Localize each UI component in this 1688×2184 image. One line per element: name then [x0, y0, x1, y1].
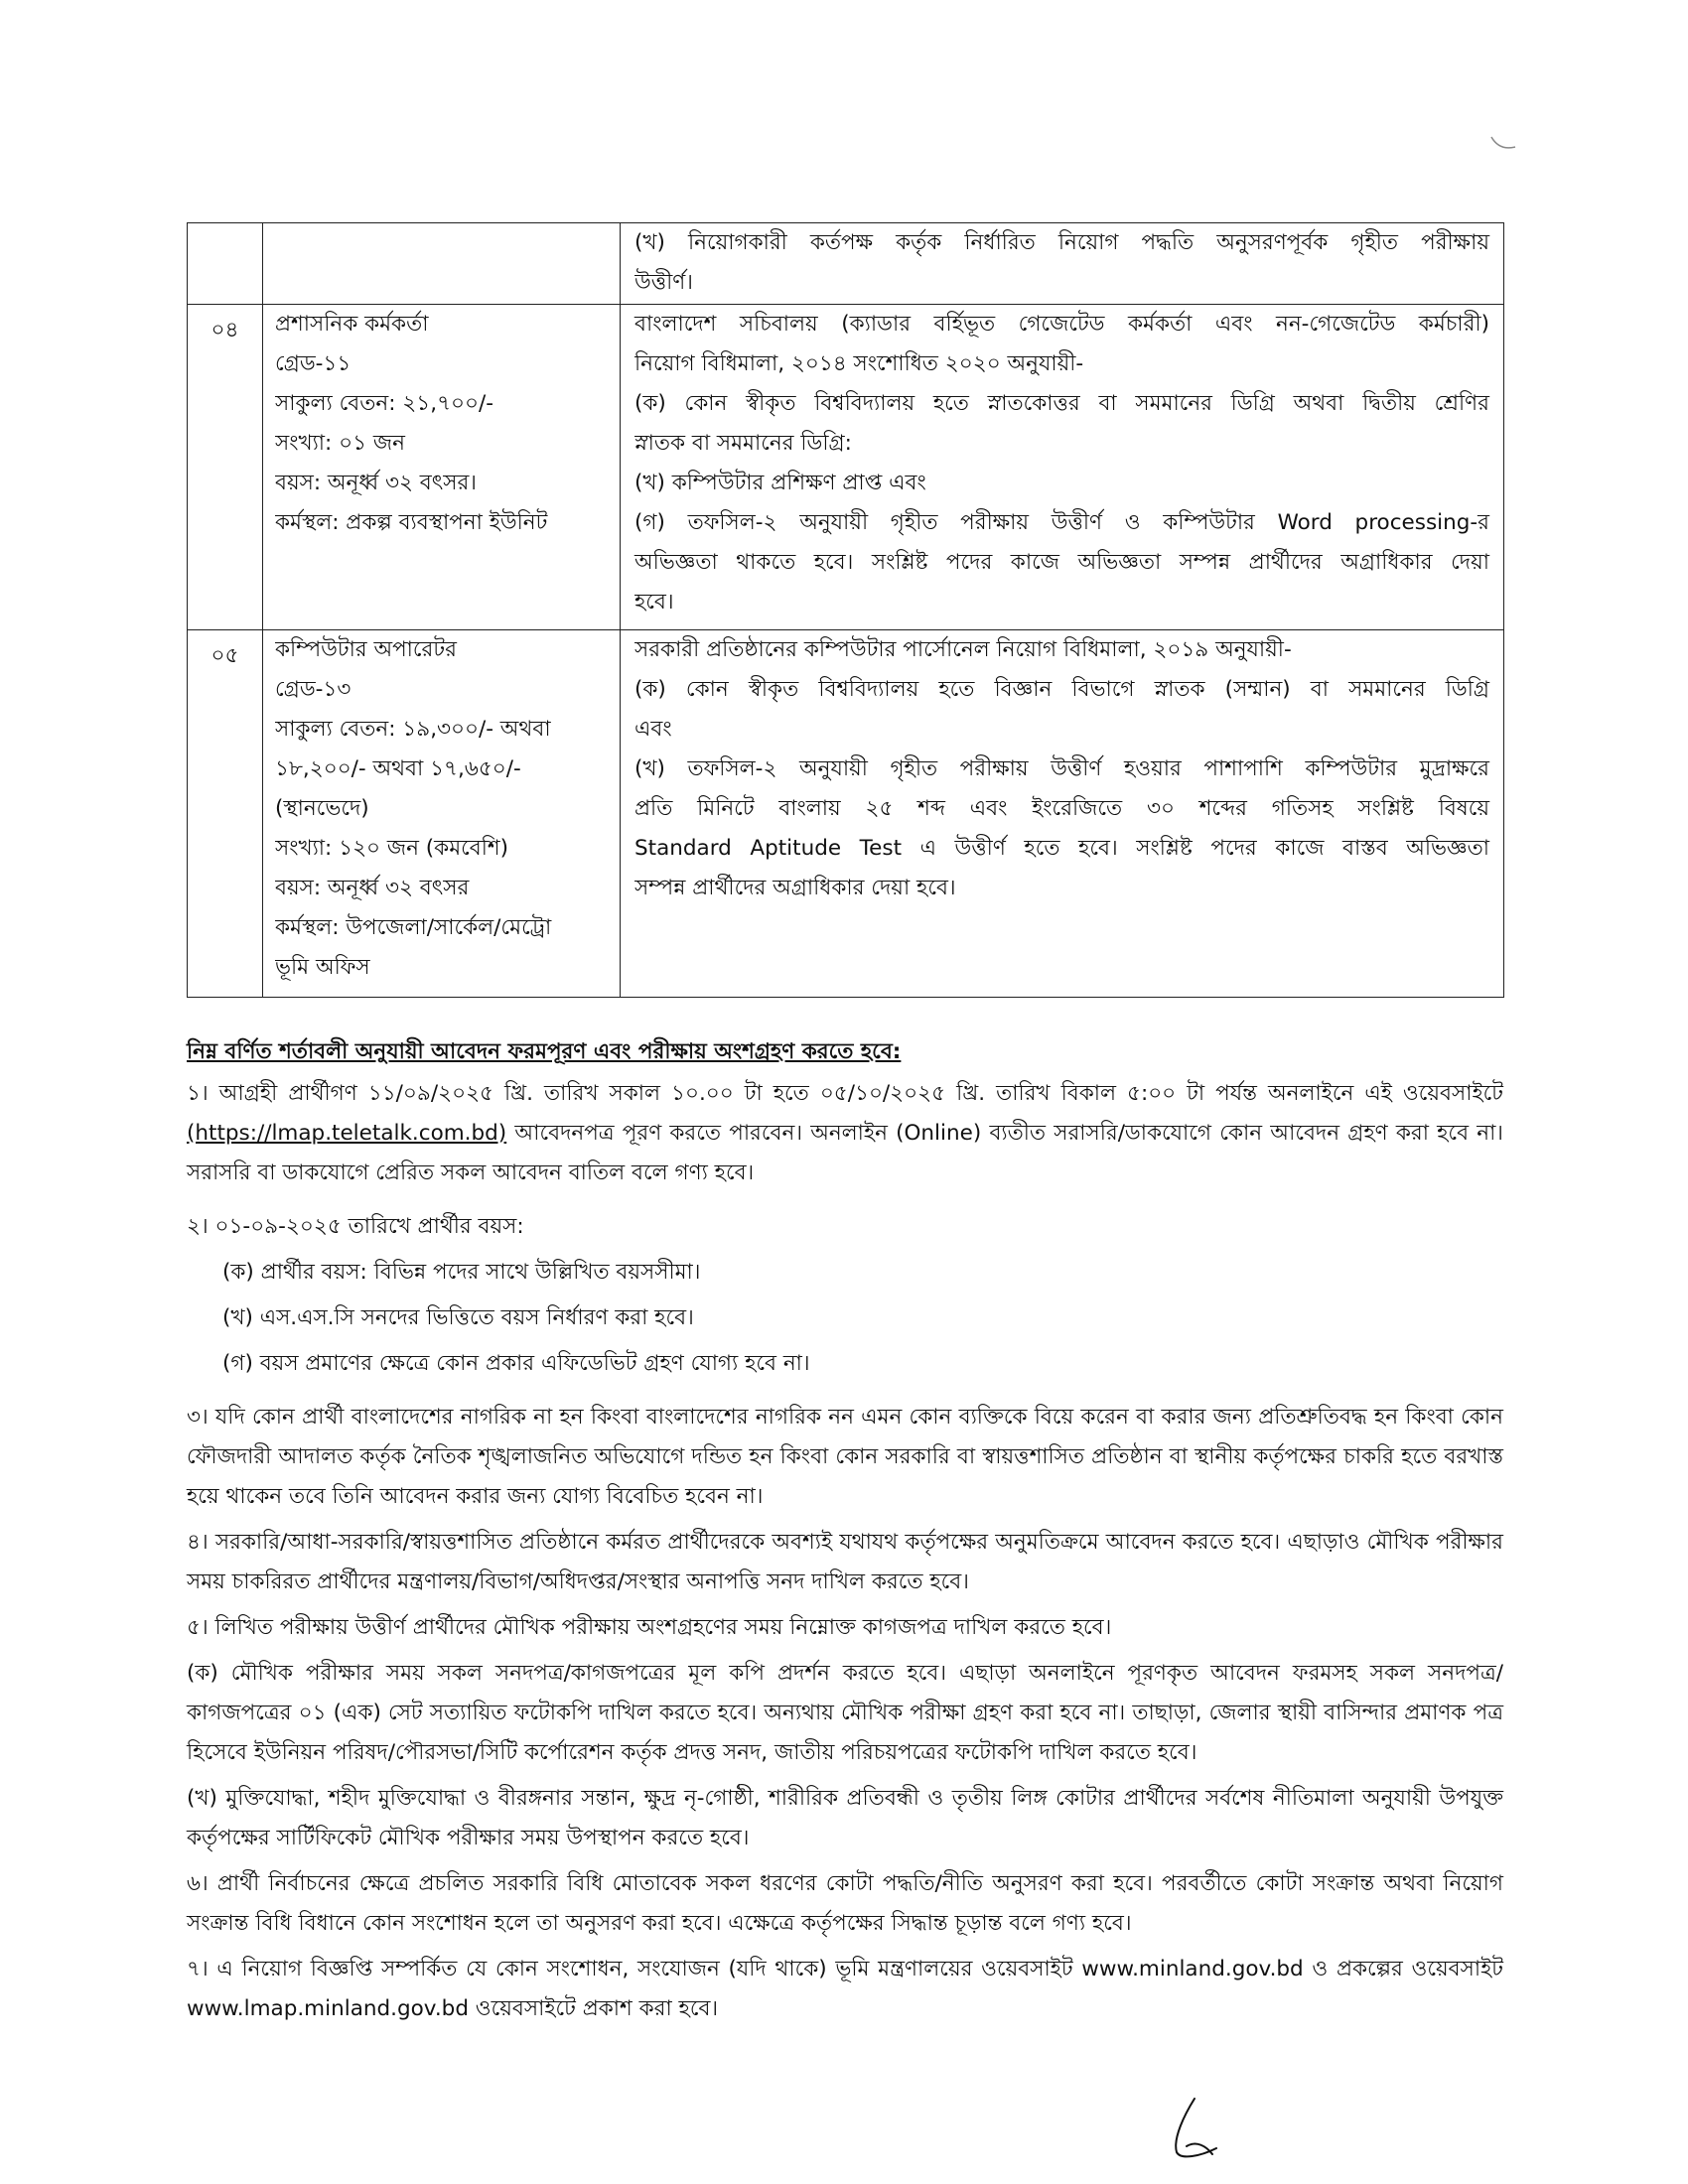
qualification-cell	[621, 630, 1504, 998]
qualification-line: সম্পন্ন প্রার্থীদের অগ্রাধিকার দেয়া হবে।	[634, 876, 956, 900]
post-line: কম্পিউটার অপারেটর	[275, 637, 457, 662]
signature-initial	[1167, 2095, 1236, 2164]
post-line: (স্থানভেদে)	[275, 796, 369, 821]
qualification-line: (ক) কোন স্বীকৃত বিশ্ববিদ্যালয় হতে বিজ্ঞান বিভাগে স্নাতক (সম্মান) বা সমমানের ডিগ্রি	[634, 677, 1489, 702]
posts-table	[187, 222, 1504, 998]
serial-cell: ০৪	[188, 305, 263, 630]
condition-2-ka: (ক) প্রার্থীর বয়স: বিভিন্ন পদের সাথে উল্লিখিত বয়সসীমা।	[222, 1260, 701, 1285]
post-line: কর্মস্থল: প্রকল্প ব্যবস্থাপনা ইউনিট	[275, 510, 548, 535]
table-row	[188, 630, 1504, 998]
qualification-cell	[621, 305, 1504, 630]
qualification-line: অভিজ্ঞতা থাকতে হবে। সংশ্লিষ্ট পদের কাজে অভিজ্ঞতা সম্পন্ন প্রার্থীদের অগ্রাধিকার দেয়া	[634, 550, 1489, 575]
qualification-line: হবে।	[634, 590, 674, 614]
qualification-line: (গ) তফসিল-২ অনুযায়ী গৃহীত পরীক্ষায় উত্তীর্ণ ও কম্পিউটার Word processing-র	[634, 510, 1489, 535]
corner-mark	[1489, 129, 1519, 159]
table-row	[188, 223, 1504, 305]
post-line: গ্রেড-১৩	[275, 677, 352, 702]
post-line: বয়স: অনূর্ধ্ব ৩২ বৎসর।	[275, 471, 477, 495]
condition-1: ১। আগ্রহী প্রার্থীগণ ১১/০৯/২০২৫ খ্রি. তারিখ সকাল ১০.০০ টা হতে ০৫/১০/২০২৫ খ্রি. তারিখ বিকাল ৫:০০ টা পর্যন্ত অনলাইনে এই ওয়েবসাইটে (https://lmap.teletalk.com.bd) আবেদনপত্র পূরণ করতে পারবেন। অনলাইন (Online) ব্যতীত সরাসরি/ডাকযোগে কোন আবেদন গ্রহণ করা হবে না। সরাসরি বা ডাকযোগে প্রেরিত সকল আবেদন বাতিল বলে গণ্য হবে।	[187, 1081, 1503, 1185]
condition-5-ka: (ক) মৌখিক পরীক্ষার সময় সকল সনদপত্র/কাগজপত্রের মূল কপি প্রদর্শন করতে হবে। এছাড়া অনলাইনে পূরণকৃত আবেদন ফরমসহ সকল সনদপত্র/কাগজপত্রের ০১ (এক) সেট সত্যায়িত ফটোকপি দাখিল করতে হবে। অন্যথায় মৌখিক পরীক্ষা গ্রহণ করা হবে না। তাছাড়া, জেলার স্থায়ী বাসিন্দার প্রমাণক পত্র হিসেবে ইউনিয়ন পরিষদ/পৌরসভা/সিটি কর্পোরেশন কর্তৃক প্রদত্ত সনদ, জাতীয় পরিচয়পত্রের ফটোকপি দাখিল করতে হবে।	[187, 1661, 1503, 1765]
condition-5-kha: (খ) মুক্তিযোদ্ধা, শহীদ মুক্তিযোদ্ধা ও বীরঙ্গনার সন্তান, ক্ষুদ্র নৃ-গোষ্ঠী, শারীরিক প্রতিবন্ধী ও তৃতীয় লিঙ্গ কোটার প্রার্থীদের সর্বশেষ নীতিমালা অনুযায়ী উপযুক্ত কর্তৃপক্ষের সার্টিফিকেট মৌখিক পরীক্ষার সময় উপস্থাপন করতে হবে।	[187, 1786, 1503, 1850]
qualification-line: বাংলাদেশ সচিবালয় (ক্যাডার বর্হিভূত গেজেটেড কর্মকর্তা এবং নন-গেজেটেড কর্মচারী)	[634, 312, 1489, 337]
conditions-heading: নিম্ন বর্ণিত শর্তাবলী অনুযায়ী আবেদন ফরমপূরণ এবং পরীক্ষায় অংশগ্রহণ করতে হবে:	[187, 1039, 902, 1064]
qualification-line: উত্তীর্ণ।	[634, 270, 693, 295]
post-cell	[263, 630, 621, 998]
qualification-line: (খ) নিয়োগকারী কর্তপক্ষ কর্তৃক নির্ধারিত নিয়োগ পদ্ধতি অনুসরণপূর্বক গৃহীত পরীক্ষায়	[634, 230, 1489, 255]
condition-3: ৩। যদি কোন প্রার্থী বাংলাদেশের নাগরিক না হন কিংবা বাংলাদেশের নাগরিক নন এমন কোন ব্যক্তিকে বিয়ে করেন বা করার জন্য প্রতিশ্রুতিবদ্ধ হন কিংবা কোন ফৌজদারী আদালত কর্তৃক নৈতিক শৃঙ্খলাজনিত অভিযোগে দন্ডিত হন কিংবা কোন সরকারি বা স্বায়ত্তশাসিত প্রতিষ্ঠান বা স্থানীয় কর্তৃপক্ষের চাকরি হতে বরখাস্ত হয়ে থাকেন তবে তিনি আবেদন করার জন্য যোগ্য বিবেচিত হবেন না।	[187, 1405, 1503, 1509]
post-cell	[263, 305, 621, 630]
qualification-line: Standard Aptitude Test এ উত্তীর্ণ হতে হবে। সংশ্লিষ্ট পদের কাজে বাস্তব অভিজ্ঞতা	[634, 836, 1489, 861]
post-line: ১৮,২০০/- অথবা ১৭,৬৫০/-	[275, 756, 521, 781]
qualification-line: নিয়োগ বিধিমালা, ২০১৪ সংশোধিত ২০২০ অনুযায়ী-	[634, 351, 1084, 376]
condition-2-kha: (খ) এস.এস.সি সনদের ভিত্তিতে বয়স নির্ধারণ করা হবে।	[222, 1305, 694, 1330]
condition-2: ২। ০১-০৯-২০২৫ তারিখে প্রার্থীর বয়স:	[187, 1214, 524, 1239]
qualification-line: (ক) কোন স্বীকৃত বিশ্ববিদ্যালয় হতে স্নাতকোত্তর বা সমমানের ডিগ্রি অথবা দ্বিতীয় শ্রেণির	[634, 391, 1489, 416]
post-line: সাকুল্য বেতন: ১৯,৩০০/- অথবা	[275, 717, 551, 742]
table-row	[188, 305, 1504, 630]
post-line: গ্রেড-১১	[275, 351, 352, 376]
post-line: প্রশাসনিক কর্মকর্তা	[275, 312, 429, 337]
post-cell	[263, 223, 621, 305]
post-line: কর্মস্থল: উপজেলা/সার্কেল/মেট্রো	[275, 915, 552, 940]
qualification-line: এবং	[634, 717, 672, 742]
qualification-line: প্রতি মিনিটে বাংলায় ২৫ শব্দ এবং ইংরেজিতে ৩০ শব্দের গতিসহ সংশ্লিষ্ট বিষয়ে	[634, 796, 1489, 821]
qualification-line: (খ) তফসিল-২ অনুযায়ী গৃহীত পরীক্ষায় উত্তীর্ণ হওয়ার পাশাপাশি কম্পিউটার মুদ্রাক্ষরে	[634, 756, 1489, 781]
application-website-link[interactable]: (https://lmap.teletalk.com.bd)	[187, 1121, 507, 1146]
post-line: সংখ্যা: ০১ জন	[275, 431, 405, 456]
serial-cell	[188, 223, 263, 305]
serial-cell: ০৫	[188, 630, 263, 998]
condition-6: ৬। প্রার্থী নির্বাচনের ক্ষেত্রে প্রচলিত সরকারি বিধি মোতাবেক সকল ধরণের কোটা পদ্ধতি/নীতি অনুসরণ করা হবে। পরবর্তীতে কোটা সংক্রান্ত অথবা নিয়োগ সংক্রান্ত বিধি বিধানে কোন সংশোধন হলে তা অনুসরণ করা হবে। এক্ষেত্রে কর্তৃপক্ষের সিদ্ধান্ত চূড়ান্ত বলে গণ্য হবে।	[187, 1871, 1503, 1936]
condition-5: ৫। লিখিত পরীক্ষায় উত্তীর্ণ প্রার্থীদের মৌখিক পরীক্ষায় অংশগ্রহণের সময় নিম্নোক্ত কাগজপত্র দাখিল করতে হবে।	[187, 1615, 1112, 1640]
post-line: সংখ্যা: ১২০ জন (কমবেশি)	[275, 836, 509, 861]
condition-4: ৪। সরকারি/আধা-সরকারি/স্বায়ত্তশাসিত প্রতিষ্ঠানে কর্মরত প্রার্থীদেরকে অবশ্যই যথাযথ কর্তৃপক্ষের অনুমতিক্রমে আবেদন করতে হবে। এছাড়াও মৌখিক পরীক্ষার সময় চাকরিরত প্রার্থীদের মন্ত্রণালয়/বিভাগ/অধিদপ্তর/সংস্থার অনাপত্তি সনদ দাখিল করতে হবে।	[187, 1530, 1503, 1594]
condition-2-ga: (গ) বয়স প্রমাণের ক্ষেত্রে কোন প্রকার এফিডেভিট গ্রহণ যোগ্য হবে না।	[222, 1351, 810, 1376]
conditions-section	[187, 1032, 1503, 2035]
qualification-cell	[621, 223, 1504, 305]
post-line: বয়স: অনূর্ধ্ব ৩২ বৎসর	[275, 876, 470, 900]
qualification-line: (খ) কম্পিউটার প্রশিক্ষণ প্রাপ্ত এবং	[634, 471, 926, 495]
condition-7: ৭। এ নিয়োগ বিজ্ঞপ্তি সম্পর্কিত যে কোন সংশোধন, সংযোজন (যদি থাকে) ভূমি মন্ত্রণালয়ের ওয়েবসাইট www.minland.gov.bd ও প্রকল্পের ওয়েবসাইট www.lmap.minland.gov.bd ওয়েবসাইটে প্রকাশ করা হবে।	[187, 1957, 1503, 2021]
post-line: ভূমি অফিস	[275, 955, 370, 980]
post-line: সাকুল্য বেতন: ২১,৭০০/-	[275, 391, 494, 416]
qualification-line: স্নাতক বা সমমানের ডিগ্রি:	[634, 431, 852, 456]
qualification-line: সরকারী প্রতিষ্ঠানের কম্পিউটার পার্সোনেল নিয়োগ বিধিমালা, ২০১৯ অনুযায়ী-	[634, 637, 1292, 662]
